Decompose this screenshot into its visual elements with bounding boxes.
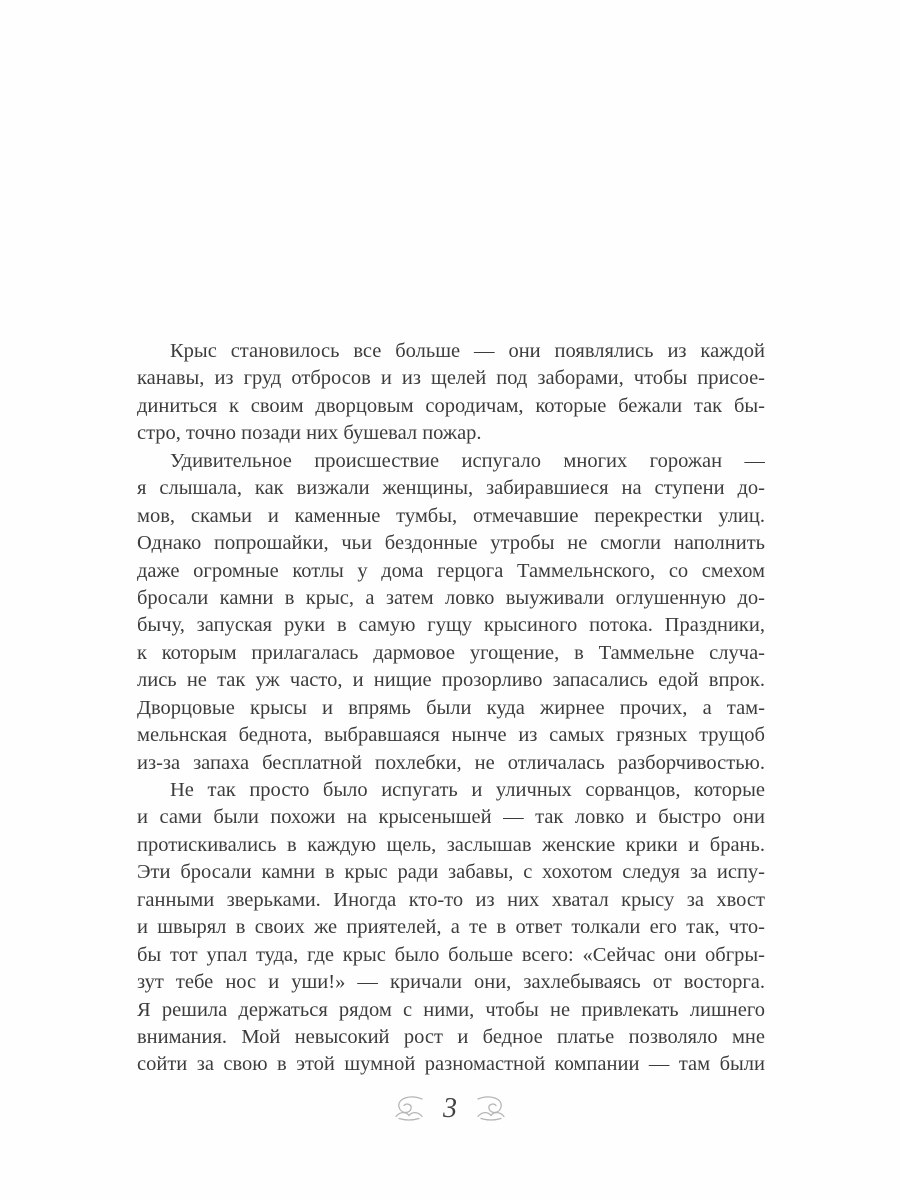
page-text-block — [137, 338, 765, 1079]
text-line: Однако попрошайки, чьи бездонные утробы не смогли наполнить — [137, 532, 765, 555]
text-line: Дворцовые крысы и впрямь были куда жирнее прочих, а там- — [137, 696, 765, 719]
text-line: ганными зверьками. Иногда кто-то из них хватал крысу за хвост — [137, 888, 765, 911]
text-line: и швырял в своих же приятелей, а те в ответ толкали его так, что- — [137, 916, 765, 939]
page-footer — [0, 1094, 900, 1124]
text-line: даже огромные котлы у дома герцога Таммельнского, со смехом — [137, 559, 765, 582]
text-line: протискивались в каждую щель, заслышав женские крики и брань. — [137, 833, 765, 856]
floral-flourish-right-icon — [474, 1095, 508, 1123]
text-line: Эти бросали камни в крыс ради забавы, с хохотом следуя за испу- — [137, 861, 765, 884]
text-line: Крыс становилось все больше — они появлялись из каждой — [170, 340, 765, 362]
text-line: мов, скамьи и каменные тумбы, отмечавшие перекрестки улиц. — [137, 504, 765, 527]
text-line: Не так просто было испугать и уличных сорванцов, которые — [170, 779, 765, 801]
text-line: зут тебе нос и уши!» — кричали они, захлебываясь от восторга. — [137, 971, 765, 994]
text-line: диниться к своим дворцовым сородичам, которые бежали так бы- — [137, 394, 765, 417]
text-line: Удивительное происшествие испугало многих горожан — — [170, 449, 765, 472]
page-number: 3 — [443, 1093, 457, 1124]
text-line: мельнская беднота, выбравшаяся нынче из самых грязных трущоб — [137, 724, 765, 747]
text-line: к которым прилагалась дармовое угощение, в Таммельне случа- — [137, 641, 765, 664]
text-line: бы тот упал туда, где крыс было больше всего: «Сейчас они обгры- — [137, 943, 765, 966]
text-line: стро, точно позади них бушевал пожар. — [137, 422, 482, 445]
text-line: канавы, из груд отбросов и из щелей под заборами, чтобы присое- — [137, 367, 765, 390]
text-line: из-за запаха бесплатной похлебки, не отличалась разборчивостью. — [137, 751, 765, 774]
text-line: бычу, запуская руки в самую гущу крысиного потока. Праздники, — [137, 614, 765, 637]
text-line: бросали камни в крыс, а затем ловко выуживали оглушенную до- — [137, 586, 765, 609]
text-line: и сами были похожи на крысенышей — так ловко и быстро они — [137, 806, 765, 829]
text-line: внимания. Мой невысокий рост и бедное платье позволяло мне — [137, 1025, 765, 1048]
floral-flourish-left-icon — [392, 1095, 426, 1123]
text-line: Я решила держаться рядом с ними, чтобы не привлекать лишнего — [137, 998, 765, 1021]
text-line: я слышала, как визжали женщины, забиравшиеся на ступени до- — [137, 477, 765, 500]
text-line: лись не так уж часто, и нищие прозорливо запасались едой впрок. — [137, 669, 765, 692]
text-line: сойти за свою в этой шумной разномастной компании — там были — [137, 1053, 765, 1076]
